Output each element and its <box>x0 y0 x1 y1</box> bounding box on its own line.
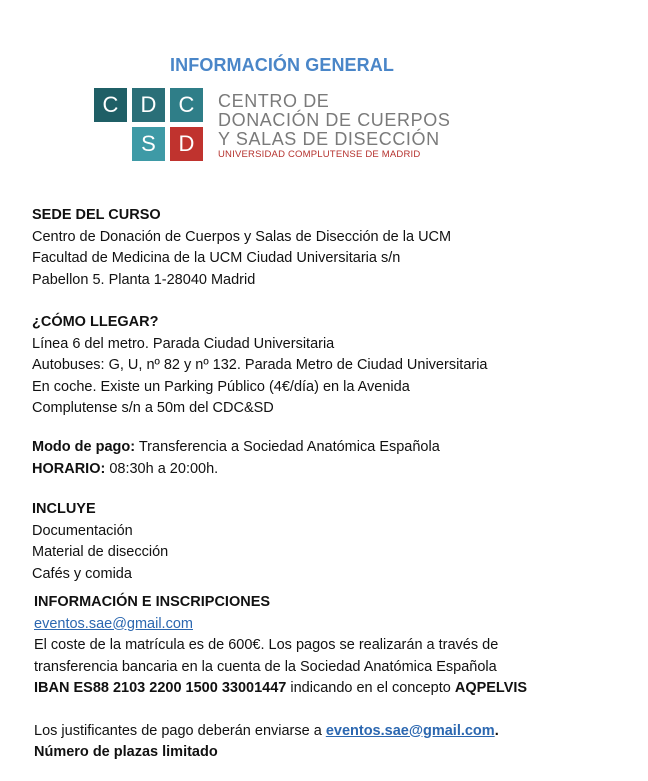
logo-line-1: CENTRO DE <box>218 91 330 111</box>
horario-value: 08:30h a 20:00h. <box>105 460 219 477</box>
llegar-line: Línea 6 del metro. Parada Ciudad Universitaria <box>32 335 335 352</box>
plazas-line: Número de plazas limitado <box>34 744 218 760</box>
incluye-section <box>32 499 168 585</box>
coste-line: El coste de la matrícula es de 600€. Los pagos se realizarán a través de <box>34 637 499 653</box>
logo-tile-d2: D <box>170 127 203 161</box>
sede-line: Centro de Donación de Cuerpos y Salas de Disección de la UCM <box>32 228 452 245</box>
coste-line: transferencia bancaria en la cuenta de la Sociedad Anatómica Española <box>34 658 497 675</box>
llegar-line: Autobuses: G, U, nº 82 y nº 132. Parada Metro de Ciudad Universitaria <box>32 357 488 373</box>
sede-line: Facultad de Medicina de la UCM Ciudad Universitaria s/n <box>32 250 401 266</box>
llegar-line: Complutense s/n a 50m del CDC&SD <box>32 400 274 416</box>
logo-line-3: Y SALAS DE DISECCIÓN <box>218 129 440 149</box>
sede-heading: SEDE DEL CURSO <box>32 207 161 223</box>
incluye-heading: INCLUYE <box>32 501 96 517</box>
concepto: AQPELVIS <box>454 680 528 696</box>
sede-section <box>32 205 451 291</box>
logo-tile-d: D <box>132 88 165 122</box>
incluye-item: Material de disección <box>32 544 169 560</box>
logo-tile-c2: C <box>170 88 203 122</box>
page-title: INFORMACIÓN GENERAL <box>170 55 394 75</box>
iban-line <box>34 678 527 700</box>
logo-subtitle: UNIVERSIDAD COMPLUTENSE DE MADRID <box>218 149 421 160</box>
horario-label: HORARIO: <box>32 460 106 477</box>
logo-tile-s: S <box>132 127 165 161</box>
llegar-line: En coche. Existe un Parking Público (4€/día) en la Avenida <box>32 378 410 395</box>
email-link[interactable]: eventos.sae@gmail.com <box>34 615 193 632</box>
cdcsd-logo <box>94 88 474 164</box>
pago-line <box>32 437 440 459</box>
horario-line <box>32 459 440 481</box>
incluye-item: Cafés y comida <box>32 565 132 582</box>
iban: IBAN ES88 2103 2200 1500 33001447 <box>34 680 287 696</box>
pago-label: Modo de pago: <box>32 439 136 455</box>
llegar-heading: ¿CÓMO LLEGAR? <box>32 314 159 330</box>
justificantes-email-link[interactable]: eventos.sae@gmail.com <box>325 722 495 739</box>
pago-value: Transferencia a Sociedad Anatómica Española <box>135 439 440 455</box>
incluye-item: Documentación <box>32 522 133 539</box>
justificantes-line <box>34 721 527 743</box>
pago-section <box>32 437 440 480</box>
logo-tile-c: C <box>94 88 127 122</box>
logo-text <box>218 92 450 149</box>
inscripciones-section <box>34 592 527 764</box>
inscripciones-heading: INFORMACIÓN E INSCRIPCIONES <box>34 594 271 610</box>
llegar-section <box>32 312 488 420</box>
justificantes-text: Los justificantes de pago deberán enviarse a <box>34 722 326 739</box>
period: . <box>494 722 499 739</box>
concepto-text: indicando en el concepto <box>286 680 455 696</box>
logo-line-2: DONACIÓN DE CUERPOS <box>218 110 451 130</box>
sede-line: Pabellon 5. Planta 1-28040 Madrid <box>32 271 256 288</box>
